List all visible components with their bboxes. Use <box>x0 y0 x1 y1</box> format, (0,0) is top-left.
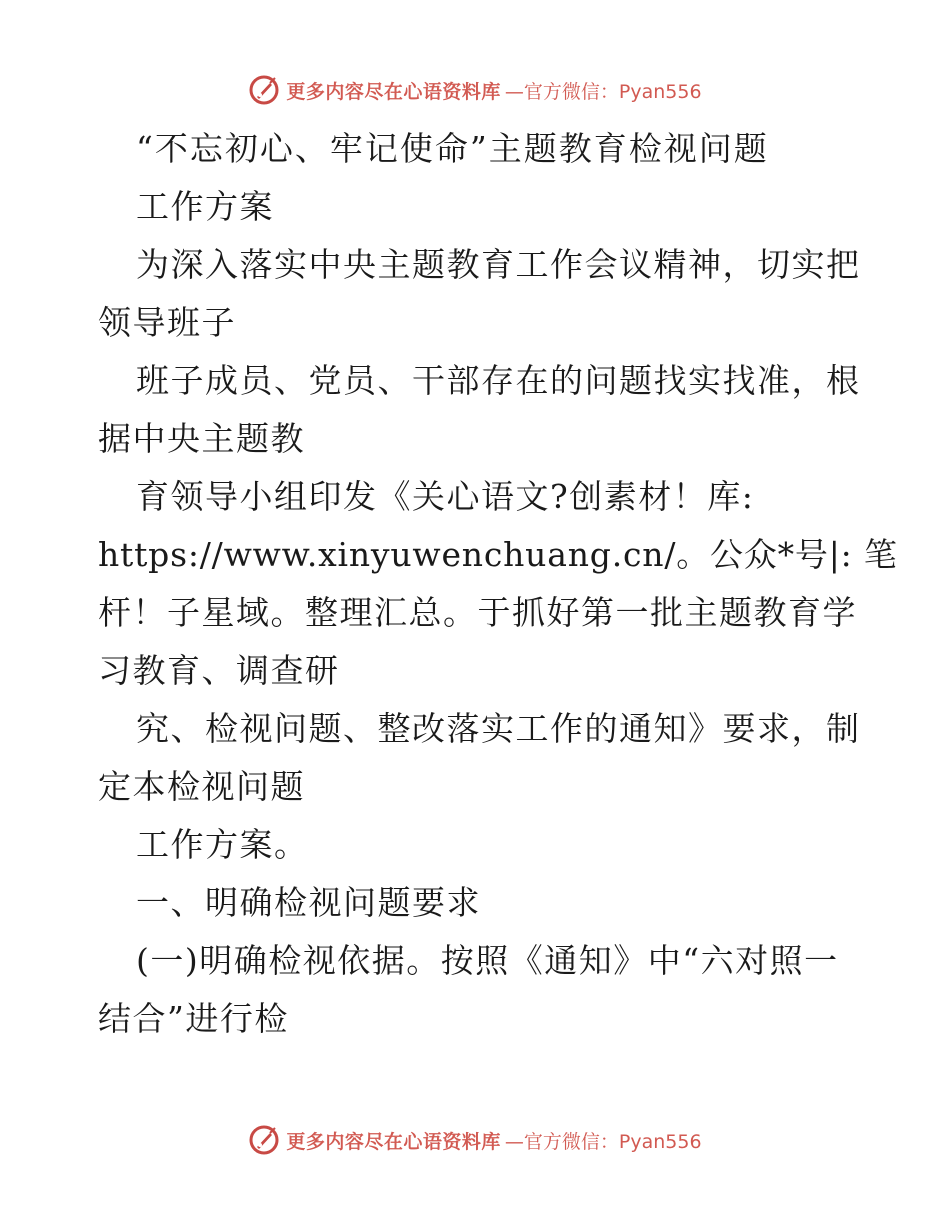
quill-pen-logo-icon <box>248 1124 280 1156</box>
paragraph-line: 为深入落实中央主题教育工作会议精神，切实把 <box>136 245 861 284</box>
header-banner <box>0 70 950 110</box>
paragraph-line: 领导班子 <box>98 303 236 342</box>
document-title: “不忘初心、牢记使命”主题教育检视问题 <box>136 129 769 168</box>
banner-wechat-text: —官方微信：Pyan556 <box>504 1130 702 1153</box>
paragraph-line: 习教育、调查研 <box>98 651 340 690</box>
document-body <box>98 120 898 1048</box>
paragraph-line: 结合”进行检 <box>98 999 289 1038</box>
banner-brand-text: 更多内容尽在心语资料库 <box>286 80 501 103</box>
banner-brand-text: 更多内容尽在心语资料库 <box>286 1130 501 1153</box>
paragraph-line: (一)明确检视依据。按照《通知》中“六对照一 <box>136 941 839 980</box>
paragraph-line: 究、检视问题、整改落实工作的通知》要求，制 <box>136 709 861 748</box>
paragraph-line: 工作方案。 <box>136 825 309 864</box>
paragraph-line: 杆！子星域。整理汇总。于抓好第一批主题教育学 <box>98 593 857 632</box>
footer-banner <box>0 1120 950 1160</box>
document-subtitle: 工作方案 <box>136 187 274 226</box>
paragraph-line: 班子成员、党员、干部存在的问题找实找准，根 <box>136 361 861 400</box>
paragraph-line: 育领导小组印发《关心语文?创素材！库: <box>136 477 755 516</box>
banner-wechat-text: —官方微信：Pyan556 <box>504 80 702 103</box>
section-heading: 一、明确检视问题要求 <box>136 883 481 922</box>
paragraph-line: 定本检视问题 <box>98 767 305 806</box>
quill-pen-logo-icon <box>248 74 280 106</box>
paragraph-line: 据中央主题教 <box>98 419 305 458</box>
paragraph-line-url: https://www.xinyuwenchuang.cn/。公众*号|: 笔 <box>98 535 898 574</box>
